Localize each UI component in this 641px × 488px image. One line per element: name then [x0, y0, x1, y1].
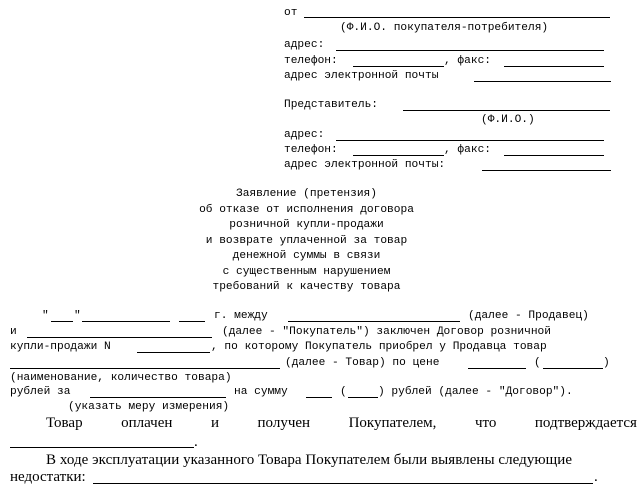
title-line-2: об отказе от исполнения договора — [199, 204, 414, 216]
from-hint: (Ф.И.О. покупателя-потребителя) — [340, 22, 549, 34]
price-paren-close: ) — [603, 357, 610, 369]
total-paren-open: ( — [340, 386, 347, 398]
date-day-field[interactable] — [51, 321, 73, 322]
contract-tail-label: , по которому Покупатель приобрел у Продавца товар — [211, 341, 547, 353]
from-field[interactable] — [304, 17, 610, 18]
title-line-6: с существенным нарушением — [222, 266, 391, 278]
defects-field[interactable] — [93, 483, 593, 484]
rubles-for-label: рублей за — [10, 386, 71, 398]
contract-number-field[interactable] — [137, 352, 210, 353]
buyer-field[interactable] — [27, 337, 212, 338]
paid-word-6: что — [474, 415, 497, 431]
rep-phone-field[interactable] — [353, 155, 444, 156]
rep-phone-label: телефон: — [284, 144, 338, 156]
defects-label: недостатки: — [10, 469, 86, 485]
proof-field[interactable] — [10, 447, 194, 448]
seller-label: (далее - Продавец) — [468, 310, 589, 322]
email-label: адрес электронной почты — [284, 70, 439, 82]
price-field[interactable] — [468, 368, 526, 369]
buyer-label: (далее - "Покупатель") заключен Договор розничной — [222, 326, 551, 338]
paid-word-7: подтверждается — [534, 415, 637, 431]
title-line-3: розничной купли-продажи — [229, 219, 384, 231]
date-month-field[interactable] — [82, 321, 170, 322]
rep-address-label: адрес: — [284, 129, 325, 141]
representative-label: Представитель: — [284, 99, 378, 111]
defects-end: . — [594, 469, 598, 485]
rep-fax-field[interactable] — [504, 155, 604, 156]
contract-label: купли-продажи N — [10, 341, 111, 353]
title-line-7: требований к качеству товара — [212, 281, 401, 293]
phone-field[interactable] — [353, 66, 444, 67]
goods-field[interactable] — [10, 368, 280, 369]
rep-email-field[interactable] — [482, 170, 611, 171]
address-label: адрес: — [284, 39, 325, 51]
paid-word-5: Покупателем, — [348, 415, 437, 431]
date-quote-open: " — [42, 310, 49, 322]
fax-label: , факс: — [444, 55, 491, 67]
total-sum-field[interactable] — [306, 397, 332, 398]
price-words-field[interactable] — [543, 368, 603, 369]
goods-hint: (наименование, количество товара) — [10, 372, 232, 384]
goods-price-label: (далее - Товар) по цене — [285, 357, 440, 369]
unit-field[interactable] — [90, 397, 226, 398]
rep-email-label: адрес электронной почты: — [284, 159, 446, 171]
paid-word-3: и — [210, 415, 219, 431]
representative-field[interactable] — [403, 110, 610, 111]
paid-word-1: Товар — [46, 415, 83, 431]
defects-intro: В ходе эксплуатации указанного Товара Покупателем были выявлены следующие — [46, 452, 573, 468]
address-field[interactable] — [336, 50, 604, 51]
date-quote-close: " — [74, 310, 81, 322]
email-field[interactable] — [474, 81, 611, 82]
paid-paragraph — [10, 414, 637, 432]
title-line-4: и возврате уплаченной за товар — [205, 235, 408, 247]
unit-hint: (указать меру измерения) — [68, 401, 230, 413]
seller-field[interactable] — [288, 321, 460, 322]
title-line-5: денежной суммы в связи — [232, 250, 381, 262]
title-line-1: Заявление (претензия) — [236, 188, 377, 200]
total-sum-label: на сумму — [234, 386, 288, 398]
fax-field[interactable] — [504, 66, 604, 67]
price-paren-open: ( — [534, 357, 541, 369]
year-between-label: г. между — [214, 310, 268, 322]
and-label: и — [10, 326, 17, 338]
contract-ref-label: ) рублей (далее - "Договор"). — [378, 386, 573, 398]
total-words-field[interactable] — [348, 397, 378, 398]
rep-fax-label: , факс: — [444, 144, 491, 156]
rep-address-field[interactable] — [336, 140, 604, 141]
from-label: от — [284, 7, 298, 19]
proof-end: . — [194, 434, 198, 450]
representative-hint: (Ф.И.О.) — [481, 114, 535, 126]
phone-label: телефон: — [284, 55, 338, 67]
paid-word-2: оплачен — [121, 415, 173, 431]
date-year-field[interactable] — [179, 321, 205, 322]
paid-word-4: получен — [257, 415, 311, 431]
